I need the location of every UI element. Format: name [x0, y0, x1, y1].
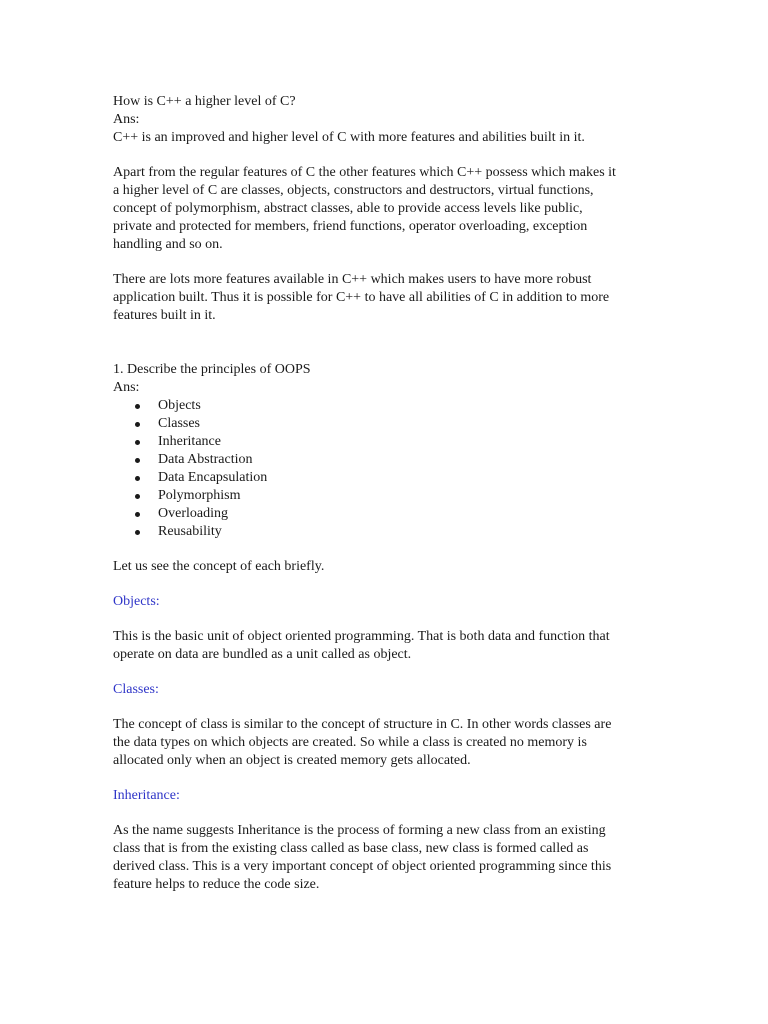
paragraph-line: Apart from the regular features of C the other features which C++ possess which makes it	[113, 165, 616, 180]
bullet-icon	[135, 440, 140, 445]
bullet-icon	[135, 530, 140, 535]
section-heading-classes: Classes:	[113, 682, 159, 697]
list-item-label: Classes	[158, 416, 200, 431]
list-item	[113, 469, 673, 487]
paragraph-line: handling and so on.	[113, 237, 223, 252]
bullet-icon	[135, 476, 140, 481]
question-text: 1. Describe the principles of OOPS	[113, 362, 311, 377]
paragraph-line: a higher level of C are classes, objects, constructors and destructors, virtual functions,	[113, 183, 594, 198]
paragraph-line: application built. Thus it is possible for C++ to have all abilities of C in addition to more	[113, 290, 610, 305]
list-item-label: Objects	[158, 398, 201, 413]
list-item	[113, 433, 673, 451]
document-page	[113, 93, 673, 894]
list-item	[113, 487, 673, 505]
principles-list	[113, 397, 673, 541]
list-item-label: Polymorphism	[158, 488, 241, 503]
bullet-icon	[135, 494, 140, 499]
paragraph-line: concept of polymorphism, abstract classes, able to provide access levels like public,	[113, 201, 583, 216]
paragraph-line: the data types on which objects are created. So while a class is created no memory is	[113, 735, 587, 750]
list-item-label: Data Abstraction	[158, 452, 253, 467]
list-item	[113, 523, 673, 541]
robust-paragraph	[113, 271, 673, 325]
bullet-icon	[135, 458, 140, 463]
list-item	[113, 505, 673, 523]
list-item-label: Reusability	[158, 524, 222, 539]
list-item	[113, 415, 673, 433]
paragraph-line: allocated only when an object is created memory gets allocated.	[113, 753, 471, 768]
bullet-icon	[135, 512, 140, 517]
list-item-label: Inheritance	[158, 434, 221, 449]
answer-label: Ans:	[113, 112, 140, 127]
lead-in-text: Let us see the concept of each briefly.	[113, 559, 325, 574]
answer-label: Ans:	[113, 380, 140, 395]
bullet-icon	[135, 404, 140, 409]
features-paragraph	[113, 164, 673, 254]
paragraph-line: operate on data are bundled as a unit called as object.	[113, 647, 412, 662]
answer-text: C++ is an improved and higher level of C with more features and abilities built in it.	[113, 130, 585, 145]
paragraph-line: As the name suggests Inheritance is the process of forming a new class from an existing	[113, 823, 606, 838]
list-item-label: Data Encapsulation	[158, 470, 268, 485]
paragraph-line: This is the basic unit of object oriented programming. That is both data and function that	[113, 629, 610, 644]
list-item	[113, 397, 673, 415]
classes-paragraph	[113, 716, 673, 770]
bullet-icon	[135, 422, 140, 427]
paragraph-line: derived class. This is a very important concept of object oriented programming since this	[113, 859, 612, 874]
section-heading-objects: Objects:	[113, 594, 160, 609]
paragraph-line: The concept of class is similar to the concept of structure in C. In other words classes are	[113, 717, 612, 732]
objects-paragraph	[113, 628, 673, 664]
question-text: How is C++ a higher level of C?	[113, 94, 296, 109]
section-heading-inheritance: Inheritance:	[113, 788, 180, 803]
paragraph-line: feature helps to reduce the code size.	[113, 877, 320, 892]
inheritance-paragraph	[113, 822, 673, 894]
list-item	[113, 451, 673, 469]
paragraph-line: class that is from the existing class called as base class, new class is formed called as	[113, 841, 589, 856]
list-item-label: Overloading	[158, 506, 228, 521]
paragraph-line: features built in it.	[113, 308, 216, 323]
paragraph-line: private and protected for members, friend functions, operator overloading, exception	[113, 219, 588, 234]
paragraph-line: There are lots more features available in C++ which makes users to have more robust	[113, 272, 592, 287]
